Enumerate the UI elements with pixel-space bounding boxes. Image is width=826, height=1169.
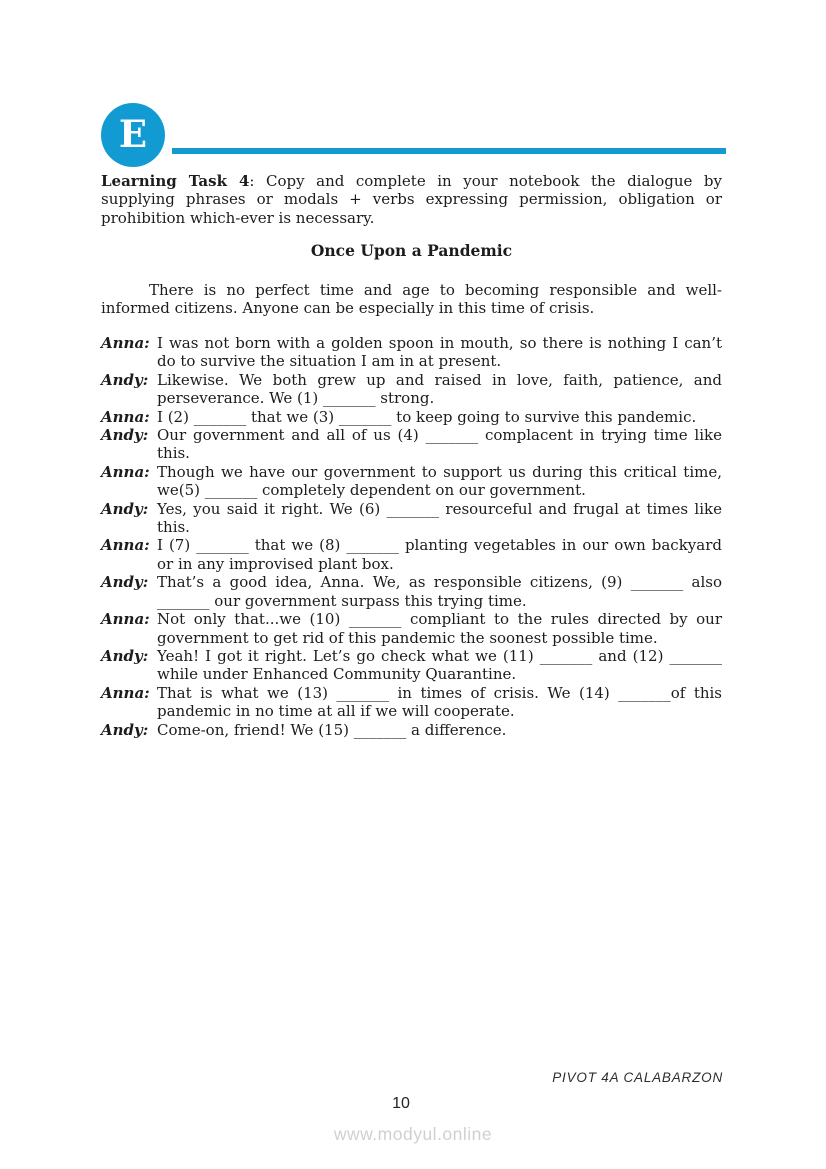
dialogue-text: Likewise. We both grew up and raised in love, faith, patience, and perseverance. We (1) _______ strong. bbox=[157, 370, 722, 408]
speaker-label: Anna: bbox=[101, 462, 150, 481]
dialogue-text: I (2) _______ that we (3) _______ to keep going to survive this pandemic. bbox=[157, 407, 697, 426]
page-number: 10 bbox=[392, 1095, 410, 1112]
dialogue-text: Come-on, friend! We (15) _______ a difference. bbox=[157, 720, 507, 739]
speaker-label: Andy: bbox=[101, 720, 149, 739]
dialogue-text: That is what we (13) _______ in times of crisis. We (14) _______of this pandemic in no time at all if we will cooperate. bbox=[157, 683, 722, 721]
dialogue-entry bbox=[101, 536, 722, 573]
dialogue-entry bbox=[101, 334, 722, 371]
dialogue-entry bbox=[101, 371, 722, 408]
learning-task-instructions bbox=[101, 172, 722, 227]
speaker-label: Anna: bbox=[101, 683, 150, 702]
watermark: www.modyul.online bbox=[333, 1124, 493, 1144]
header-rule bbox=[172, 148, 726, 154]
dialogue-entry bbox=[101, 573, 722, 610]
speaker-label: Andy: bbox=[101, 573, 149, 592]
dialogue-text: Yeah! I got it right. Let’s go check what we (11) _______ and (12) _______ while under Enhanced Community Quarantine. bbox=[157, 646, 722, 684]
dialogue-entry bbox=[101, 426, 722, 463]
speaker-label: Anna: bbox=[101, 334, 150, 352]
dialogue-entry bbox=[101, 500, 722, 537]
dialogue-text: I (7) _______ that we (8) _______ planting vegetables in our own backyard or in any improvised plant box. bbox=[157, 536, 722, 573]
dialogue-text: Our government and all of us (4) _______ complacent in trying time like this. bbox=[157, 426, 722, 463]
dialogue-text: Yes, you said it right. We (6) _______ resourceful and frugal at times like this. bbox=[157, 499, 722, 537]
speaker-label: Andy: bbox=[101, 426, 149, 445]
speaker-label: Andy: bbox=[101, 370, 149, 389]
dialogue-entry bbox=[101, 463, 722, 500]
speaker-label: Andy: bbox=[101, 499, 149, 518]
dialogue-entry bbox=[101, 408, 722, 426]
dialogue bbox=[101, 334, 722, 739]
dialogue-text: Though we have our government to support us during this critical time, we(5) _______ completely dependent on our government. bbox=[157, 462, 722, 500]
story-intro: There is no perfect time and age to becoming responsible and well-informed citizens. Anyone can be especially in this time of crisis. bbox=[101, 281, 722, 318]
footer-brand: PIVOT 4A CALABARZON bbox=[552, 1070, 723, 1085]
dialogue-text: That’s a good idea, Anna. We, as responsible citizens, (9) _______ also _______ our government surpass this trying time. bbox=[157, 573, 722, 610]
section-badge bbox=[101, 103, 165, 167]
speaker-label: Andy: bbox=[101, 646, 149, 665]
speaker-label: Anna: bbox=[101, 536, 150, 555]
dialogue-entry bbox=[101, 721, 722, 739]
dialogue-entry bbox=[101, 684, 722, 721]
story-title: Once Upon a Pandemic bbox=[310, 241, 513, 260]
speaker-label: Anna: bbox=[101, 407, 150, 426]
dialogue-entry bbox=[101, 647, 722, 684]
learning-task-text: : Copy and complete in your notebook the dialogue by supplying phrases or modals + verbs expressing permission, obligation or prohibition which-ever is necessary. bbox=[101, 172, 722, 227]
dialogue-entry bbox=[101, 610, 722, 647]
dialogue-text: Not only that...we (10) _______ compliant to the rules directed by our government to get rid of this pandemic the soonest possible time. bbox=[157, 610, 722, 647]
learning-task-label: Learning Task 4 bbox=[101, 172, 250, 190]
dialogue-text: I was not born with a golden spoon in mouth, so there is nothing I can’t do to survive the situation I am in at present. bbox=[157, 334, 722, 371]
speaker-label: Anna: bbox=[101, 610, 150, 629]
badge-letter: E bbox=[118, 111, 148, 156]
